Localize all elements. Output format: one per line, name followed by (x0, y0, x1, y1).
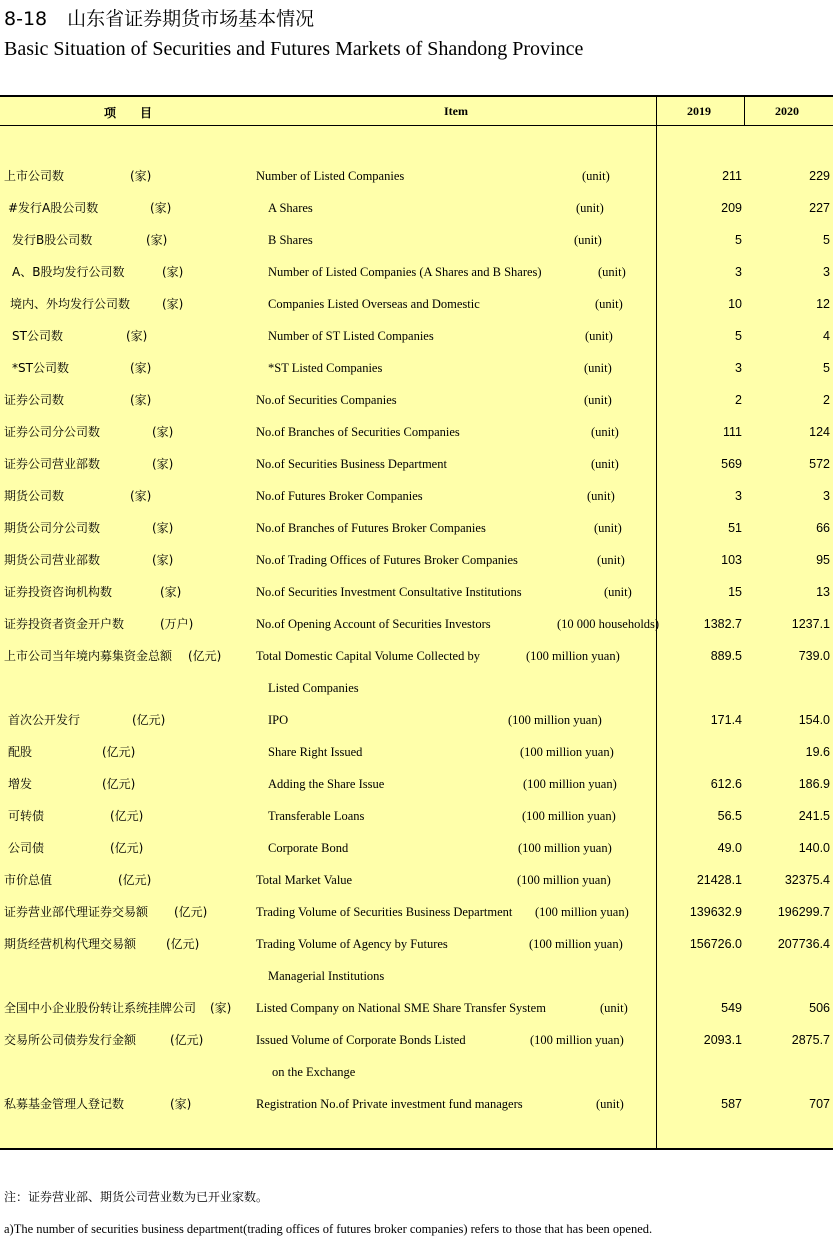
column-divider-years (744, 97, 745, 125)
unit-cn: (家) (152, 553, 174, 567)
header-item-en: Item (444, 104, 468, 118)
value-2020: 186.9 (798, 777, 830, 791)
item-en: No.of Securities Companies (256, 393, 397, 407)
unit-en: (unit) (595, 297, 623, 311)
item-en: No.of Branches of Securities Companies (256, 425, 460, 439)
unit-en: (unit) (604, 585, 632, 599)
unit-en: (unit) (584, 393, 612, 407)
table-row (0, 320, 833, 352)
data-table (0, 95, 833, 1150)
unit-en: (unit) (594, 521, 622, 535)
unit-en: (unit) (576, 201, 604, 215)
value-2019: 5 (735, 329, 742, 343)
unit-cn: (亿元) (166, 937, 200, 951)
value-2020: 2875.7 (791, 1033, 830, 1047)
item-en: No.of Securities Business Department (256, 457, 447, 471)
table-row (0, 608, 833, 640)
value-2020: 124 (809, 425, 830, 439)
value-2019: 139632.9 (689, 905, 742, 919)
item-cn: 配股 (8, 745, 33, 759)
unit-cn: (家) (130, 489, 152, 503)
item-en: Transferable Loans (268, 809, 365, 823)
value-2019: 111 (722, 425, 742, 439)
value-2019: 2093.1 (703, 1033, 742, 1047)
table-row (0, 416, 833, 448)
table-row (0, 512, 833, 544)
table-row (0, 928, 833, 960)
item-cn: 期货经营机构代理交易额 (4, 937, 137, 951)
item-en: Number of Listed Companies (256, 169, 405, 183)
unit-cn: (家) (130, 169, 152, 183)
item-en: on the Exchange (272, 1065, 356, 1079)
table-row (0, 768, 833, 800)
unit-en: (unit) (596, 1097, 624, 1111)
value-2020: 227 (809, 201, 830, 215)
item-cn: A、B股均发行公司数 (12, 265, 125, 279)
item-en: Share Right Issued (268, 745, 363, 759)
unit-en: (100 million yuan) (530, 1033, 624, 1047)
item-en: Total Domestic Capital Volume Collected by (256, 649, 480, 663)
unit-en: (unit) (585, 329, 613, 343)
item-cn: 期货公司营业部数 (4, 553, 101, 567)
value-2019: 49.0 (717, 841, 742, 855)
item-en: Managerial Institutions (268, 969, 385, 983)
item-en: Number of Listed Companies (A Shares and B Shares) (268, 265, 542, 279)
value-2020: 32375.4 (784, 873, 830, 887)
unit-en: (100 million yuan) (518, 841, 612, 855)
value-2019: 889.5 (710, 649, 742, 663)
unit-cn: (家) (210, 1001, 232, 1015)
unit-en: (unit) (591, 425, 619, 439)
unit-en: (100 million yuan) (529, 937, 623, 951)
value-2019: 3 (735, 361, 742, 375)
value-2020: 3 (823, 489, 830, 503)
table-row (0, 640, 833, 672)
unit-cn: (亿元) (174, 905, 208, 919)
unit-cn: (家) (170, 1097, 192, 1111)
value-2020: 207736.4 (777, 937, 830, 951)
table-row (0, 896, 833, 928)
value-2020: 154.0 (798, 713, 830, 727)
value-2020: 19.6 (805, 745, 830, 759)
unit-cn: (家) (162, 297, 184, 311)
table-header (0, 97, 833, 126)
item-cn: *ST公司数 (12, 361, 69, 375)
unit-en: (unit) (587, 489, 615, 503)
item-cn: 交易所公司债券发行金额 (4, 1033, 137, 1047)
unit-en: (unit) (600, 1001, 628, 1015)
item-cn: 可转债 (8, 809, 45, 823)
value-2020: 2 (823, 393, 830, 407)
item-en: Trading Volume of Agency by Futures (256, 937, 448, 951)
item-en: No.of Trading Offices of Futures Broker Companies (256, 553, 518, 567)
unit-en: (100 million yuan) (535, 905, 629, 919)
value-2020: 4 (823, 329, 830, 343)
table-row (0, 704, 833, 736)
header-item-cn: 项 目 (104, 106, 153, 120)
value-2019: 2 (735, 393, 742, 407)
table-row (0, 544, 833, 576)
unit-cn: (家) (146, 233, 168, 247)
table-row (0, 224, 833, 256)
unit-cn: (家) (160, 585, 182, 599)
value-2020: 5 (823, 361, 830, 375)
unit-cn: (家) (130, 361, 152, 375)
value-2019: 51 (728, 521, 742, 535)
unit-en: (100 million yuan) (508, 713, 602, 727)
table-row (0, 192, 833, 224)
value-2020: 572 (809, 457, 830, 471)
unit-cn: (家) (150, 201, 172, 215)
header-year-2020: 2020 (775, 104, 799, 118)
item-cn: 发行B股公司数 (12, 233, 93, 247)
table-row (0, 160, 833, 192)
item-en: Trading Volume of Securities Business Department (256, 905, 513, 919)
table-row (0, 480, 833, 512)
table-row (0, 832, 833, 864)
item-en: IPO (268, 713, 289, 727)
table-row (0, 576, 833, 608)
table-row (0, 384, 833, 416)
item-cn: 私募基金管理人登记数 (4, 1097, 125, 1111)
item-en: Listed Company on National SME Share Transfer System (256, 1001, 546, 1015)
table-row (0, 992, 833, 1024)
value-2019: 156726.0 (689, 937, 742, 951)
value-2020: 95 (816, 553, 830, 567)
unit-en: (unit) (598, 265, 626, 279)
unit-cn: (亿元) (102, 777, 136, 791)
value-2020: 739.0 (798, 649, 830, 663)
item-en: Total Market Value (256, 873, 353, 887)
item-cn: 期货公司数 (4, 489, 65, 503)
value-2020: 3 (823, 265, 830, 279)
item-en: B Shares (268, 233, 313, 247)
value-2019: 569 (721, 457, 742, 471)
value-2020: 13 (816, 585, 830, 599)
value-2019: 5 (735, 233, 742, 247)
item-cn: 证券营业部代理证券交易额 (4, 905, 149, 919)
unit-cn: (家) (152, 457, 174, 471)
item-cn: 境内、外均发行公司数 (10, 297, 131, 311)
unit-en: (100 million yuan) (526, 649, 620, 663)
item-cn: 证券投资者资金开户数 (4, 617, 125, 631)
item-cn: 公司债 (8, 841, 45, 855)
item-cn: ST公司数 (12, 329, 63, 343)
unit-en: (unit) (582, 169, 610, 183)
unit-cn: (亿元) (170, 1033, 204, 1047)
item-en: No.of Securities Investment Consultative Institutions (256, 585, 522, 599)
value-2020: 66 (816, 521, 830, 535)
unit-en: (unit) (597, 553, 625, 567)
unit-cn: (家) (152, 521, 174, 535)
value-2019: 15 (728, 585, 742, 599)
value-2020: 506 (809, 1001, 830, 1015)
table-row (0, 960, 833, 992)
unit-cn: (亿元) (118, 873, 152, 887)
item-cn: 证券公司数 (4, 393, 65, 407)
unit-cn: (万户) (160, 617, 194, 631)
page-title-cn (4, 6, 314, 32)
item-en: Corporate Bond (268, 841, 349, 855)
item-cn: 市价总值 (4, 873, 53, 887)
item-cn: 首次公开发行 (8, 713, 81, 727)
table-row (0, 1024, 833, 1056)
value-2019: 21428.1 (696, 873, 742, 887)
table-row (0, 1088, 833, 1120)
item-cn: 证券投资咨询机构数 (4, 585, 113, 599)
unit-cn: (家) (130, 393, 152, 407)
footnote-en: a)The number of securities business department(trading offices of futures broker companies) refers to those that has been opened. (4, 1222, 653, 1236)
item-en: Registration No.of Private investment fund managers (256, 1097, 523, 1111)
header-year-2019: 2019 (687, 104, 711, 118)
item-en: Adding the Share Issue (268, 777, 385, 791)
value-2019: 612.6 (710, 777, 742, 791)
table-row (0, 800, 833, 832)
value-2019: 10 (728, 297, 742, 311)
item-en: Issued Volume of Corporate Bonds Listed (256, 1033, 466, 1047)
unit-cn: (亿元) (102, 745, 136, 759)
footnote-cn: 注：证券营业部、期货公司营业数为已开业家数。 (4, 1190, 269, 1204)
value-2020: 5 (823, 233, 830, 247)
unit-en: (100 million yuan) (523, 777, 617, 791)
item-en: Companies Listed Overseas and Domestic (268, 297, 480, 311)
item-en: Number of ST Listed Companies (268, 329, 434, 343)
item-cn: 上市公司当年境内募集资金总额 (4, 649, 173, 663)
item-cn: 增发 (8, 777, 33, 791)
value-2020: 229 (809, 169, 830, 183)
value-2019: 3 (735, 489, 742, 503)
item-cn: 期货公司分公司数 (4, 521, 101, 535)
table-row (0, 736, 833, 768)
item-cn: 上市公司数 (4, 169, 65, 183)
value-2019: 209 (721, 201, 742, 215)
unit-en: (unit) (591, 457, 619, 471)
unit-cn: (亿元) (110, 809, 144, 823)
unit-en: (100 million yuan) (517, 873, 611, 887)
unit-cn: (家) (126, 329, 148, 343)
unit-cn: (亿元) (132, 713, 166, 727)
unit-en: (100 million yuan) (520, 745, 614, 759)
item-en: A Shares (268, 201, 313, 215)
item-en: Listed Companies (268, 681, 359, 695)
value-2019: 1382.7 (703, 617, 742, 631)
table-row (0, 352, 833, 384)
value-2019: 549 (721, 1001, 742, 1015)
value-2020: 140.0 (798, 841, 830, 855)
unit-en: (10 000 households) (557, 617, 660, 631)
value-2019: 56.5 (717, 809, 742, 823)
item-cn: 证券公司分公司数 (4, 425, 101, 439)
value-2019: 3 (735, 265, 742, 279)
table-row (0, 672, 833, 704)
unit-en: (unit) (584, 361, 612, 375)
table-row (0, 864, 833, 896)
page-title-en: Basic Situation of Securities and Futures Markets of Shandong Province (4, 38, 584, 60)
item-cn: #发行A股公司数 (8, 201, 99, 215)
unit-cn: (亿元) (110, 841, 144, 855)
value-2019: 171.4 (710, 713, 742, 727)
value-2019: 587 (721, 1097, 742, 1111)
unit-en: (unit) (574, 233, 602, 247)
item-cn: 全国中小企业股份转让系统挂牌公司 (4, 1001, 197, 1015)
table-row (0, 256, 833, 288)
title-cn-text: 山东省证券期货市场基本情况 (67, 8, 315, 30)
value-2020: 707 (809, 1097, 830, 1111)
value-2019: 103 (721, 553, 742, 567)
value-2020: 241.5 (798, 809, 830, 823)
value-2019: 211 (722, 169, 742, 183)
value-2020: 196299.7 (777, 905, 830, 919)
item-en: No.of Branches of Futures Broker Companies (256, 521, 486, 535)
value-2020: 12 (816, 297, 830, 311)
unit-en: (100 million yuan) (522, 809, 616, 823)
table-row (0, 448, 833, 480)
table-row (0, 1056, 833, 1088)
table-number: 8-18 (4, 8, 48, 30)
unit-cn: (家) (152, 425, 174, 439)
value-2020: 1237.1 (791, 617, 830, 631)
item-en: *ST Listed Companies (268, 361, 383, 375)
unit-cn: (亿元) (188, 649, 222, 663)
table-row (0, 288, 833, 320)
item-en: No.of Opening Account of Securities Investors (256, 617, 491, 631)
item-cn: 证券公司营业部数 (4, 457, 101, 471)
item-en: No.of Futures Broker Companies (256, 489, 423, 503)
unit-cn: (家) (162, 265, 184, 279)
